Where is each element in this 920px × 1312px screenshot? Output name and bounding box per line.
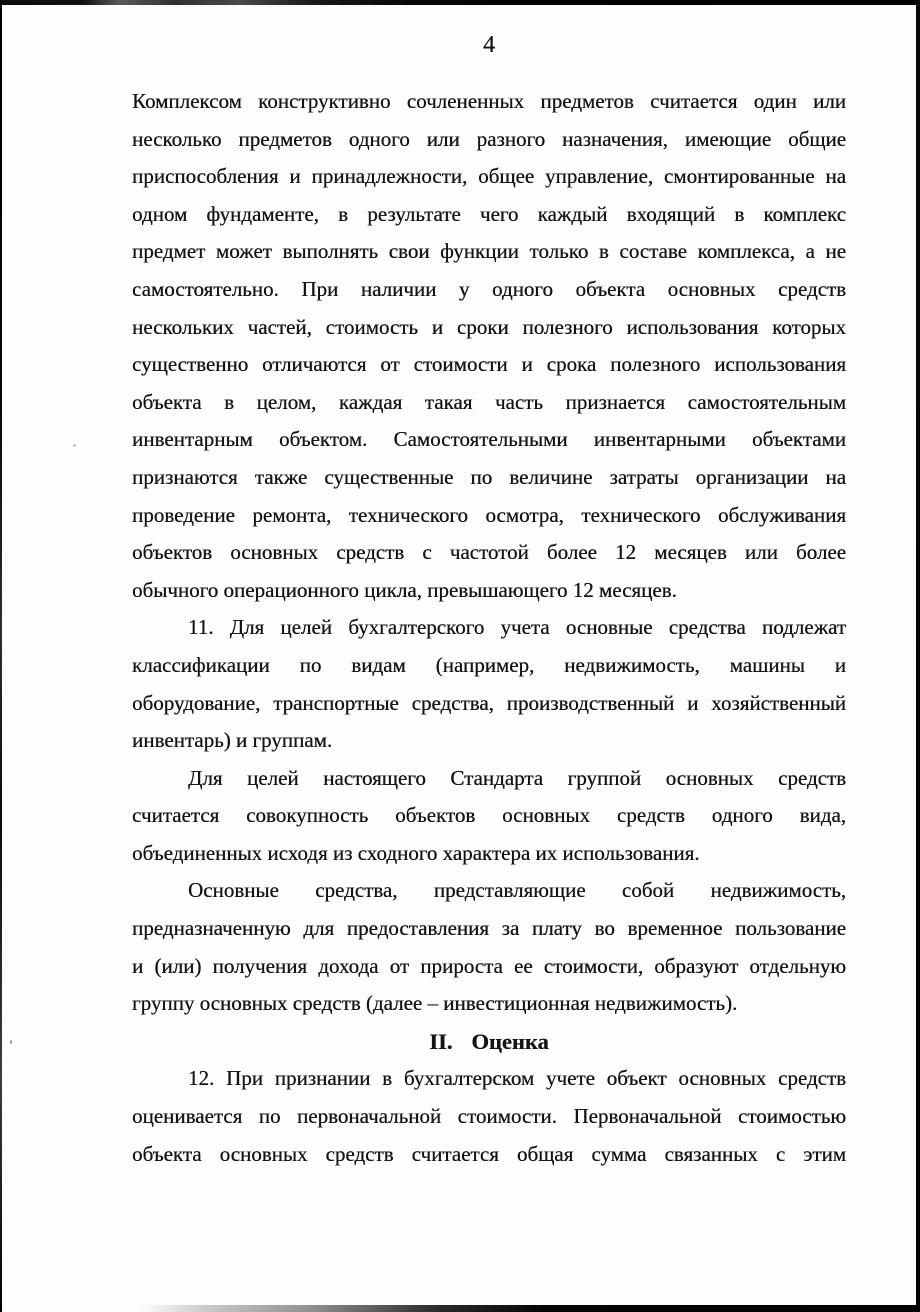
text-line: предмет может выполнять свои функции только в составе комплекса, а не: [132, 239, 846, 264]
text-line: нескольких частей, стоимость и сроки полезного использования которых: [132, 314, 846, 339]
text-line: объединенных исходя из сходного характера их использования.: [132, 840, 700, 865]
text-line: инвентарным объектом. Самостоятельными инвентарными объектами: [132, 427, 846, 452]
text-line: группу основных средств (далее – инвестиционная недвижимость).: [132, 991, 738, 1016]
text-line: обычного операционного цикла, превышающего 12 месяцев.: [132, 577, 677, 602]
page-number: 4: [483, 32, 495, 58]
scan-border-right: [916, 0, 920, 1312]
scan-speck: [10, 1040, 12, 1044]
text-line: 11. Для целей бухгалтерского учета основные средства подлежат: [188, 615, 846, 640]
text-line: одном фундаменте, в результате чего каждый входящий в комплекс: [132, 201, 846, 226]
section-heading-number: II.: [429, 1028, 453, 1054]
text-line: оценивается по первоначальной стоимости. Первоначальной стоимостью: [132, 1104, 846, 1129]
text-line: объекта основных средств считается общая сумма связанных с этим: [132, 1141, 846, 1166]
section-heading-title: Оценка: [471, 1028, 549, 1054]
text-line: Комплексом конструктивно сочлененных предметов считается один или: [132, 89, 846, 113]
scan-border-top: [0, 0, 920, 5]
text-line: признаются также существенные по величине затраты организации на: [132, 464, 846, 489]
text-line: Основные средства, представляющие собой недвижимость,: [188, 878, 846, 903]
text-line: и (или) получения дохода от прироста ее стоимости, образуют отдельную: [132, 953, 846, 978]
text-line: объекта в целом, каждая такая часть признается самостоятельным: [132, 389, 846, 414]
document-text-block: [132, 83, 846, 1173]
text-line: предназначенную для предоставления за плату во временное пользование: [132, 916, 846, 941]
text-line: считается совокупность объектов основных средств одного вида,: [132, 803, 846, 828]
scan-speck: [73, 444, 76, 447]
text-line: проведение ремонта, технического осмотра, технического обслуживания: [132, 502, 846, 527]
text-line: приспособления и принадлежности, общее управление, смонтированные на: [132, 164, 846, 189]
scan-border-bottom: [140, 1305, 920, 1312]
text-line: оборудование, транспортные средства, производственный и хозяйственный: [132, 690, 846, 715]
text-line: Для целей настоящего Стандарта группой основных средств: [188, 765, 846, 790]
text-line: инвентарь) и группам.: [132, 728, 333, 753]
text-line: существенно отличаются от стоимости и срока полезного использования: [132, 352, 846, 377]
scan-border-left: [0, 0, 2, 1312]
text-line: 12. При признании в бухгалтерском учете объект основных средств: [188, 1066, 846, 1091]
text-line: несколько предметов одного или разного назначения, имеющие общие: [132, 126, 846, 151]
section-heading: [132, 1023, 846, 1061]
text-line: классификации по видам (например, недвижимость, машины и: [132, 652, 846, 677]
text-line: объектов основных средств с частотой более 12 месяцев или более: [132, 540, 846, 565]
text-line: самостоятельно. При наличии у одного объекта основных средств: [132, 276, 846, 301]
